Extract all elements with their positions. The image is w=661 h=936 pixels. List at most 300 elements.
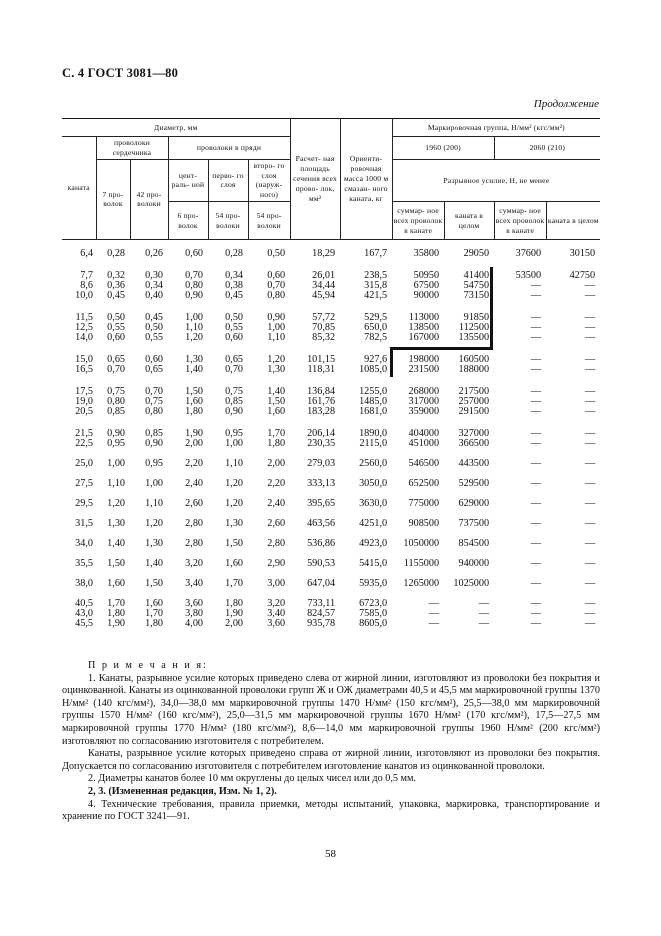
wire-core-header: проволоки сердечника <box>96 137 168 160</box>
table-row <box>62 619 600 629</box>
table-cell: — <box>530 396 542 408</box>
table-cell: 2,20 <box>267 478 286 490</box>
table-cell: — <box>530 538 542 550</box>
table-cell: 0,90 <box>145 438 163 450</box>
table-cell: — <box>530 518 542 530</box>
table-cell: 0,65 <box>145 364 163 376</box>
table-cell: 167000 <box>408 332 440 344</box>
table-cell: — <box>584 578 596 590</box>
wire-strand-header: проволоки в пряди <box>168 137 290 160</box>
table-cell: — <box>530 438 542 450</box>
table-cell: — <box>530 608 542 620</box>
table-cell: 31,5 <box>75 518 93 530</box>
table-cell: 167,7 <box>364 248 388 260</box>
table-row <box>62 291 600 301</box>
table-cell: 18,29 <box>312 248 336 260</box>
table-cell: 590,53 <box>307 558 336 570</box>
table-cell: 0,75 <box>145 396 163 408</box>
table-cell: 5935,0 <box>359 578 388 590</box>
table-cell: 53500 <box>515 270 542 282</box>
table-cell: 854500 <box>458 538 490 550</box>
table-cell: 10,0 <box>75 290 93 302</box>
table-cell: 1,70 <box>225 578 243 590</box>
table-cell: 1,90 <box>225 608 243 620</box>
table-cell: — <box>584 322 596 334</box>
table-cell: — <box>478 608 490 620</box>
table-cell: 317000 <box>408 396 440 408</box>
table-cell: 231500 <box>408 364 440 376</box>
table-cell: 1,80 <box>267 438 286 450</box>
table-cell: 4,00 <box>185 618 203 630</box>
table-cell: 1,70 <box>145 608 163 620</box>
table-cell: 0,45 <box>107 290 125 302</box>
table-cell: 1,80 <box>107 608 125 620</box>
table-cell: 0,70 <box>145 386 163 398</box>
table-cell: 17,5 <box>75 386 93 398</box>
table-cell: 0,95 <box>225 428 243 440</box>
rope-header: каната <box>62 137 96 240</box>
table-cell: 359000 <box>408 406 440 418</box>
table-cell: 25,0 <box>75 458 93 470</box>
table-cell: 0,70 <box>267 280 286 292</box>
table-cell: — <box>584 498 596 510</box>
table-row <box>62 259 600 281</box>
table-cell: — <box>584 518 596 530</box>
table-cell: 529500 <box>458 478 490 490</box>
table-cell: — <box>530 558 542 570</box>
table-cell: 0,85 <box>107 406 125 418</box>
table-cell: — <box>428 598 440 610</box>
table-row <box>62 509 600 529</box>
table-cell: 29050 <box>463 248 490 260</box>
table-cell: 30150 <box>569 248 596 260</box>
table-row <box>62 439 600 449</box>
table-cell: 160500 <box>458 354 490 366</box>
table-cell: — <box>584 428 596 440</box>
table-cell: 3,60 <box>185 598 203 610</box>
notes-section <box>62 660 600 824</box>
table-cell: 43,0 <box>75 608 93 620</box>
table-cell: 1,80 <box>225 598 243 610</box>
table-cell: 0,55 <box>145 332 163 344</box>
table-cell: 1,70 <box>107 598 125 610</box>
table-cell: 217500 <box>458 386 490 398</box>
table-cell: 27,5 <box>75 478 93 490</box>
table-row <box>62 407 600 417</box>
table-cell: — <box>584 290 596 302</box>
table-cell: 0,70 <box>225 364 243 376</box>
rope-whole-1960-header: каната в целом <box>444 202 494 240</box>
table-cell: — <box>530 498 542 510</box>
table-cell: 0,75 <box>225 386 243 398</box>
table-cell: 6723,0 <box>359 598 388 610</box>
table-cell: 70,85 <box>312 322 336 334</box>
table-cell: 136,84 <box>307 386 336 398</box>
table-cell: 1,10 <box>185 322 203 334</box>
table-cell: 529,5 <box>364 312 388 324</box>
table-cell: 1,30 <box>145 538 163 550</box>
table-cell: 2,60 <box>267 518 286 530</box>
table-cell: 238,5 <box>364 270 388 282</box>
table-cell: 0,36 <box>107 280 125 292</box>
table-cell: 0,50 <box>107 312 125 324</box>
table-cell: 0,65 <box>107 354 125 366</box>
table-cell: 37600 <box>515 248 542 260</box>
table-cell: 90000 <box>413 290 440 302</box>
table-cell: — <box>530 312 542 324</box>
table-cell: 19,0 <box>75 396 93 408</box>
table-cell: 1,10 <box>107 478 125 490</box>
table-cell: 782,5 <box>364 332 388 344</box>
table-row <box>62 489 600 509</box>
table-cell: 1,50 <box>225 538 243 550</box>
table-cell: 101,15 <box>307 354 336 366</box>
table-cell: — <box>584 332 596 344</box>
table-cell: 11,5 <box>75 312 93 324</box>
table-cell: — <box>530 280 542 292</box>
table-cell: 737500 <box>458 518 490 530</box>
table-cell: 45,94 <box>312 290 336 302</box>
table-cell: 3050,0 <box>359 478 388 490</box>
table-cell: — <box>478 598 490 610</box>
table-cell: 1,50 <box>107 558 125 570</box>
table-cell: 188000 <box>458 364 490 376</box>
table-cell: 0,38 <box>225 280 243 292</box>
table-cell: 629000 <box>458 498 490 510</box>
table-cell: 0,95 <box>107 438 125 450</box>
table-cell: 3,80 <box>185 608 203 620</box>
table-cell: 1,90 <box>107 618 125 630</box>
table-cell: 395,65 <box>307 498 336 510</box>
table-cell: 5415,0 <box>359 558 388 570</box>
table-cell: 8,6 <box>80 280 93 292</box>
table-cell: 183,28 <box>307 406 336 418</box>
table-cell: 0,75 <box>107 386 125 398</box>
table-cell: — <box>584 538 596 550</box>
table-cell: 0,45 <box>145 312 163 324</box>
table-cell: 0,28 <box>107 248 125 260</box>
table-cell: 1,00 <box>145 478 163 490</box>
first-layer-header: перво- го слоя <box>208 159 248 201</box>
table-cell: 927,6 <box>364 354 388 366</box>
table-cell: 8605,0 <box>359 618 388 630</box>
table-cell: 0,55 <box>225 322 243 334</box>
table-cell: 268000 <box>408 386 440 398</box>
table-row <box>62 529 600 549</box>
table-cell: — <box>428 608 440 620</box>
table-cell: 0,90 <box>185 290 203 302</box>
table-cell: 2560,0 <box>359 458 388 470</box>
table-cell: 0,50 <box>145 322 163 334</box>
table-cell: 1,60 <box>107 578 125 590</box>
table-cell: 536,86 <box>307 538 336 550</box>
table-cell: — <box>584 364 596 376</box>
table-cell: 1,30 <box>225 518 243 530</box>
table-cell: 0,30 <box>145 270 163 282</box>
table-cell: 3,40 <box>267 608 286 620</box>
table-cell: 775000 <box>408 498 440 510</box>
table-cell: 2,00 <box>185 438 203 450</box>
table-cell: 118,31 <box>307 364 336 376</box>
table-cell: — <box>428 618 440 630</box>
table-cell: 327000 <box>458 428 490 440</box>
strand-6-wires-header: 6 про- волок <box>168 202 208 240</box>
table-row <box>62 589 600 609</box>
table-cell: — <box>478 618 490 630</box>
table-cell: 1,20 <box>225 478 243 490</box>
table-cell: 1,50 <box>145 578 163 590</box>
table-cell: 41400 <box>463 270 490 282</box>
table-row <box>62 249 600 259</box>
grade-1960-header: 1960 (200) <box>392 137 494 160</box>
table-cell: 4923,0 <box>359 538 388 550</box>
table-cell: 0,70 <box>185 270 203 282</box>
table-cell: 0,28 <box>225 248 243 260</box>
table-cell: — <box>584 618 596 630</box>
sum-wires-2060-header: суммар- ное всех проволок в канате <box>494 202 546 240</box>
table-cell: 2,80 <box>185 518 203 530</box>
table-cell: — <box>584 438 596 450</box>
table-cell: 1,60 <box>185 396 203 408</box>
table-cell: — <box>584 598 596 610</box>
note-1: 1. Канаты, разрывное усилие которых приведено слева от жирной линии, изготовляют из проволоки без покрытия и оцинкованной. Канаты из оцинкованной проволоки групп Ж и ОЖ диаметрами 40,5 и 45,5 мм маркировочной группы 1370 Н/мм² (140 кгс/мм²), 34,0—38,0 мм маркировочной группы 1470 Н/мм² (150 кгс/мм²), 25,5—38,0 мм маркировочной группы 1570 Н/мм² (160 кгс/мм²), 25,0—31,5 мм маркировочной группы 1670 Н/мм² (170 кгс/мм²), 17,5—27,5 мм маркировочной группы 1770 Н/мм² (180 кгс/мм²), 8,6—14,0 мм маркировочной группы 1960 Н/мм² (200 кгс/мм²) изготовляют по согласованию изготовителя с потребителем. <box>62 672 600 747</box>
table-cell: — <box>530 364 542 376</box>
table-cell: 21,5 <box>75 428 93 440</box>
table-cell: 206,14 <box>307 428 336 440</box>
table-cell: 650,0 <box>364 322 388 334</box>
core-7-wires-header: 7 про- волок <box>96 159 130 239</box>
table-cell: — <box>530 458 542 470</box>
table-cell: 3,00 <box>267 578 286 590</box>
area-header: Расчет- ная площадь сечения всех прово- лок, мм² <box>290 119 340 240</box>
table-cell: 0,60 <box>145 354 163 366</box>
table-cell: — <box>530 428 542 440</box>
table-cell: 443500 <box>458 458 490 470</box>
table-cell: 20,5 <box>75 406 93 418</box>
table-cell: 1,40 <box>145 558 163 570</box>
table-cell: 2,80 <box>185 538 203 550</box>
rope-whole-2060-header: каната в целом <box>546 202 600 240</box>
table-cell: — <box>530 406 542 418</box>
table-cell: 198000 <box>408 354 440 366</box>
page-number: 58 <box>325 848 336 860</box>
table-cell: 14,0 <box>75 332 93 344</box>
table-cell: 1,70 <box>267 428 286 440</box>
table-cell: 2,00 <box>225 618 243 630</box>
table-cell: — <box>530 618 542 630</box>
table-cell: 3,20 <box>185 558 203 570</box>
table-cell: 29,5 <box>75 498 93 510</box>
table-cell: 0,80 <box>185 280 203 292</box>
table-cell: 291500 <box>458 406 490 418</box>
table-cell: 22,5 <box>75 438 93 450</box>
table-cell: 38,0 <box>75 578 93 590</box>
table-cell: 3630,0 <box>359 498 388 510</box>
table-cell: 0,45 <box>225 290 243 302</box>
mass-header: Ориенти- ровочная масса 1000 м смазан- ного каната, кг <box>340 119 392 240</box>
table-cell: 0,85 <box>145 428 163 440</box>
table-cell: 0,60 <box>107 332 125 344</box>
table-cell: 35,5 <box>75 558 93 570</box>
table-cell: 1,10 <box>145 498 163 510</box>
table-row <box>62 343 600 365</box>
table-cell: 2,90 <box>267 558 286 570</box>
table-cell: 1,40 <box>267 386 286 398</box>
table-cell: — <box>584 458 596 470</box>
table-cell: — <box>584 280 596 292</box>
table-cell: 2,60 <box>185 498 203 510</box>
note-2: 2. Диаметры канатов более 10 мм округлены до целых чисел или до 0,5 мм. <box>88 773 416 785</box>
table-cell: 1,60 <box>145 598 163 610</box>
table-cell: 2,80 <box>267 538 286 550</box>
table-cell: 6,4 <box>80 248 93 260</box>
sum-wires-1960-header: суммар- ное всех проволок в канате <box>392 202 444 240</box>
table-cell: 647,04 <box>307 578 336 590</box>
table-cell: — <box>530 354 542 366</box>
table-cell: 1,20 <box>225 498 243 510</box>
table-cell: 1050000 <box>403 538 440 550</box>
table-cell: — <box>530 322 542 334</box>
table-cell: 34,0 <box>75 538 93 550</box>
table-cell: 1,20 <box>267 354 286 366</box>
table-cell: 26,01 <box>312 270 336 282</box>
table-cell: 50950 <box>413 270 440 282</box>
core-42-wires-header: 42 про- волоки <box>130 159 168 239</box>
table-cell: 1,50 <box>185 386 203 398</box>
table-cell: — <box>530 332 542 344</box>
table-cell: 1025000 <box>453 578 490 590</box>
table-cell: 257000 <box>458 396 490 408</box>
table-cell: 54750 <box>463 280 490 292</box>
table-cell: — <box>584 558 596 570</box>
table-cell: 1,00 <box>267 322 286 334</box>
table-cell: 940000 <box>458 558 490 570</box>
table-cell: 1,00 <box>185 312 203 324</box>
strand-54-wires-outer-header: 54 про- волоки <box>248 202 290 240</box>
table-cell: 34,44 <box>312 280 336 292</box>
table-cell: — <box>584 478 596 490</box>
table-cell: 1,20 <box>185 332 203 344</box>
note-4: 4. Технические требования, правила приемки, методы испытаний, упаковка, маркировка, транспортирование и хранение по ГОСТ 3241—91. <box>62 798 600 823</box>
table-row <box>62 333 600 343</box>
table-cell: 0,60 <box>225 332 243 344</box>
table-cell: 1,40 <box>185 364 203 376</box>
table-cell: 0,60 <box>267 270 286 282</box>
table-cell: 0,90 <box>267 312 286 324</box>
table-cell: 0,55 <box>107 322 125 334</box>
table-cell: 1,00 <box>107 458 125 470</box>
table-cell: 2,40 <box>267 498 286 510</box>
table-row <box>62 375 600 397</box>
rope-parameters-table <box>62 118 600 629</box>
table-cell: 1,10 <box>267 332 286 344</box>
table-cell: 1,10 <box>225 458 243 470</box>
note-1-continued: Канаты, разрывное усилие которых приведено справа от жирной линии, изготовляют из проволоки без покрытия. Допускается по согласованию изготовителя с потребителем изготовление канатов из оцинкованной проволоки. <box>62 748 600 772</box>
grade-header: Маркировочная группа, Н/мм² (кгс/мм²) <box>392 119 600 137</box>
table-cell: 1155000 <box>403 558 440 570</box>
table-cell: 67500 <box>413 280 440 292</box>
table-cell: 733,11 <box>307 598 336 610</box>
table-cell: 1890,0 <box>359 428 388 440</box>
table-cell: — <box>584 386 596 398</box>
table-cell: 0,90 <box>107 428 125 440</box>
table-cell: 3,60 <box>267 618 286 630</box>
table-cell: 1265000 <box>403 578 440 590</box>
second-layer-header: второ- го слоя (наруж- ного) <box>248 159 290 201</box>
notes-title: П р и м е ч а н и я: <box>88 660 208 671</box>
table-row <box>62 549 600 569</box>
table-cell: 7,7 <box>80 270 93 282</box>
table-cell: 0,50 <box>267 248 286 260</box>
table-cell: 2,40 <box>185 478 203 490</box>
table-cell: 0,34 <box>225 270 243 282</box>
table-cell: 1,30 <box>185 354 203 366</box>
table-cell: 935,78 <box>307 618 336 630</box>
table-cell: 0,32 <box>107 270 125 282</box>
table-cell: 112500 <box>458 322 490 334</box>
bold-line-segment <box>390 347 493 350</box>
table-cell: 42750 <box>569 270 596 282</box>
central-wire-header: цент- раль- ной <box>168 159 208 201</box>
table-cell: 1,90 <box>185 428 203 440</box>
table-row <box>62 449 600 469</box>
table-cell: 161,76 <box>307 396 336 408</box>
table-cell: 1,80 <box>185 406 203 418</box>
table-cell: — <box>584 608 596 620</box>
table-cell: — <box>530 598 542 610</box>
grade-2060-header: 2060 (210) <box>494 137 600 160</box>
bold-line-segment <box>390 347 393 377</box>
table-cell: 15,0 <box>75 354 93 366</box>
table-body <box>62 240 600 630</box>
table-cell: 73150 <box>463 290 490 302</box>
table-cell: 4251,0 <box>359 518 388 530</box>
table-cell: 45,5 <box>75 618 93 630</box>
table-cell: 1485,0 <box>359 396 388 408</box>
table-cell: 7585,0 <box>359 608 388 620</box>
continuation-label: Продолжение <box>533 98 599 110</box>
table-row <box>62 365 600 375</box>
table-cell: 1,80 <box>145 618 163 630</box>
table-cell: 333,13 <box>307 478 336 490</box>
table-cell: 0,80 <box>267 290 286 302</box>
table-cell: 1,30 <box>267 364 286 376</box>
table-cell: 546500 <box>408 458 440 470</box>
table-cell: — <box>530 290 542 302</box>
breaking-force-header: Разрывное усилие, Н, не менее <box>392 159 600 201</box>
table-cell: 40,5 <box>75 598 93 610</box>
table-row <box>62 417 600 439</box>
table-cell: 463,56 <box>307 518 336 530</box>
table-cell: — <box>584 406 596 418</box>
table-cell: 85,32 <box>312 332 336 344</box>
diameter-header: Диаметр, мм <box>62 119 290 137</box>
table-cell: — <box>530 478 542 490</box>
table-cell: 1,20 <box>145 518 163 530</box>
table-cell: 0,50 <box>225 312 243 324</box>
table-cell: 908500 <box>408 518 440 530</box>
table-cell: — <box>584 354 596 366</box>
bold-line-segment <box>490 267 493 347</box>
table-cell: 57,72 <box>312 312 336 324</box>
table-cell: 91850 <box>463 312 490 324</box>
table-cell: 451000 <box>408 438 440 450</box>
table-cell: — <box>530 578 542 590</box>
table-cell: 1,20 <box>107 498 125 510</box>
table-cell: 1,00 <box>225 438 243 450</box>
table-cell: 113000 <box>408 312 440 324</box>
table-cell: — <box>584 396 596 408</box>
